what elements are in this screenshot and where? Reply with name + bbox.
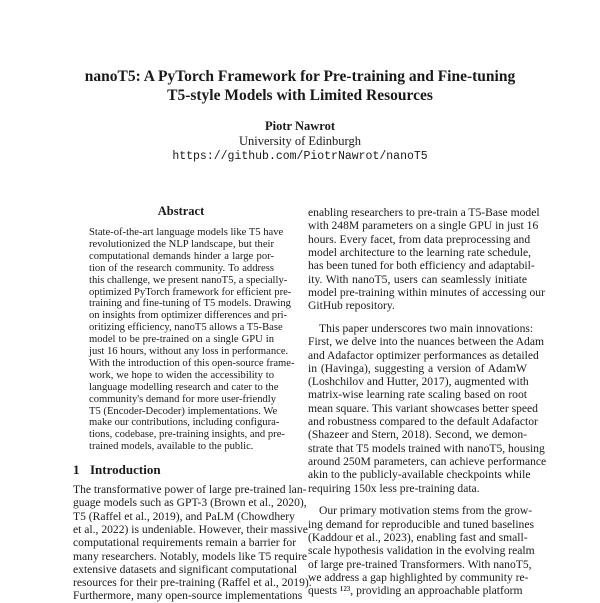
text-line: with 248M parameters on a single GPU in just 16 bbox=[308, 219, 539, 233]
text-line: community's demand for more user-friendly bbox=[89, 393, 277, 405]
text-line: scale hypothesis validation in the evolving realm bbox=[308, 544, 535, 558]
text-line: et al., 2022) is undeniable. However, their massive bbox=[73, 522, 308, 536]
section-heading-introduction: Introduction bbox=[90, 462, 161, 477]
text-line: The transformative power of large pre-trained lan- bbox=[73, 483, 307, 496]
text-line: extensive datasets and significant computational bbox=[73, 562, 298, 576]
section-number: 1 bbox=[73, 462, 80, 477]
text-line: on insights from optimizer differences and pri- bbox=[89, 310, 288, 322]
text-line: make our contributions, including configura- bbox=[89, 417, 280, 429]
text-line: resources for their pre-training (Raffel et al., 2019). bbox=[73, 576, 312, 590]
text-line: strate that T5 models trained with nanoT5, housing bbox=[308, 441, 545, 455]
text-line: With the introduction of this open-source frame- bbox=[89, 357, 295, 369]
text-line: T5 (Encoder-Decoder) implementations. We bbox=[89, 405, 278, 417]
text-line: computational demands hinder a large por- bbox=[89, 250, 274, 262]
text-line: mean square. This variant showcases better speed bbox=[308, 401, 538, 415]
text-line: T5 (Raffel et al., 2019), and PaLM (Chowdhery bbox=[73, 509, 295, 523]
text-line: akin to the publicly-available checkpoints while bbox=[308, 468, 531, 482]
text-line: model architecture to the learning rate schedule, bbox=[308, 245, 532, 259]
text-line: Furthermore, many open-source implementations bbox=[73, 589, 303, 603]
author-affiliation: University of Edinburgh bbox=[239, 134, 361, 148]
text-line: we address a gap highlighted by community re- bbox=[308, 570, 529, 584]
text-line: in (Havinga), suggesting a version of AdamW bbox=[308, 361, 527, 375]
text-line: First, we delve into the nuances between the Adam bbox=[308, 335, 544, 349]
text-line: (Shazeer and Stern, 2018). Second, we demon- bbox=[308, 428, 527, 442]
text-line: (Kaddour et al., 2023), enabling fast and small- bbox=[308, 530, 528, 544]
text-line: has been tuned for both efficiency and adaptabil- bbox=[308, 259, 535, 273]
text-line: and robustness compared to the default Adafactor bbox=[308, 415, 538, 428]
text-line: ing demand for reproducible and tuned baselines bbox=[308, 517, 535, 531]
author-name: Piotr Nawrot bbox=[264, 119, 335, 133]
text-line: GitHub repository. bbox=[308, 299, 395, 313]
text-line: training and fine-tuning of T5 models. Drawing bbox=[89, 298, 291, 310]
text-line: enabling researchers to pre-train a T5-Base model bbox=[308, 206, 540, 219]
text-line: guage models such as GPT-3 (Brown et al., 2020), bbox=[73, 496, 307, 510]
text-line: State-of-the-art language models like T5 have bbox=[89, 227, 284, 238]
text-line: model pre-training within minutes of accessing our bbox=[308, 285, 545, 299]
repository-link[interactable]: https://github.com/PiotrNawrot/nanoT5 bbox=[172, 150, 428, 163]
text-line: trained models, available to the public. bbox=[89, 441, 254, 453]
abstract-heading: Abstract bbox=[157, 204, 205, 218]
text-line: computational requirements remain a barrier for bbox=[73, 536, 297, 550]
text-line: hours. Every facet, from data preprocessing and bbox=[308, 232, 531, 246]
text-line: quests ¹²³, providing an approachable platform bbox=[308, 584, 523, 598]
text-line: oritizing efficiency, nanoT5 allows a T5-Base bbox=[89, 322, 283, 334]
text-line: (Loshchilov and Hutter, 2017), augmented with bbox=[308, 375, 529, 389]
text-line: and Adafactor optimizer performances as detailed bbox=[308, 348, 539, 362]
text-line: matrix-wise learning rate scaling based on root bbox=[308, 388, 527, 402]
text-line: revolutionized the NLP landscape, but their bbox=[89, 238, 274, 250]
text-line: tion of the research community. To address bbox=[89, 262, 274, 274]
text-line: language modelling research and cater to the bbox=[89, 381, 279, 393]
text-line: around 250M parameters, can achieve performance bbox=[308, 454, 547, 468]
text-line: model to be pre-trained on a single GPU in bbox=[89, 334, 274, 346]
text-line: many researchers. Notably, models like T5 require bbox=[73, 549, 308, 563]
text-line: work, we hope to widen the accessibility to bbox=[89, 369, 274, 381]
text-line: ity. With nanoT5, users can seamlessly initiate bbox=[308, 272, 527, 286]
text-line: This paper underscores two main innovations: bbox=[319, 321, 534, 335]
text-line: this challenge, we present nanoT5, a specially- bbox=[89, 274, 288, 286]
paper-title-line-2: T5-style Models with Limited Resources bbox=[167, 87, 433, 104]
text-line: Our primary motivation stems from the grow- bbox=[319, 504, 533, 518]
text-line: tions, codebase, pre-training insights, and pre- bbox=[89, 429, 285, 441]
text-line: optimized PyTorch framework for efficient pre- bbox=[89, 286, 292, 298]
text-line: of large pre-trained Transformers. With nanoT5, bbox=[308, 557, 532, 571]
text-line: requiring 150x less pre-training data. bbox=[308, 481, 480, 495]
text-line: just 16 hours, without any loss in performance. bbox=[89, 346, 289, 357]
paper-title-line-1: nanoT5: A PyTorch Framework for Pre-training and Fine-tuning bbox=[84, 68, 516, 85]
